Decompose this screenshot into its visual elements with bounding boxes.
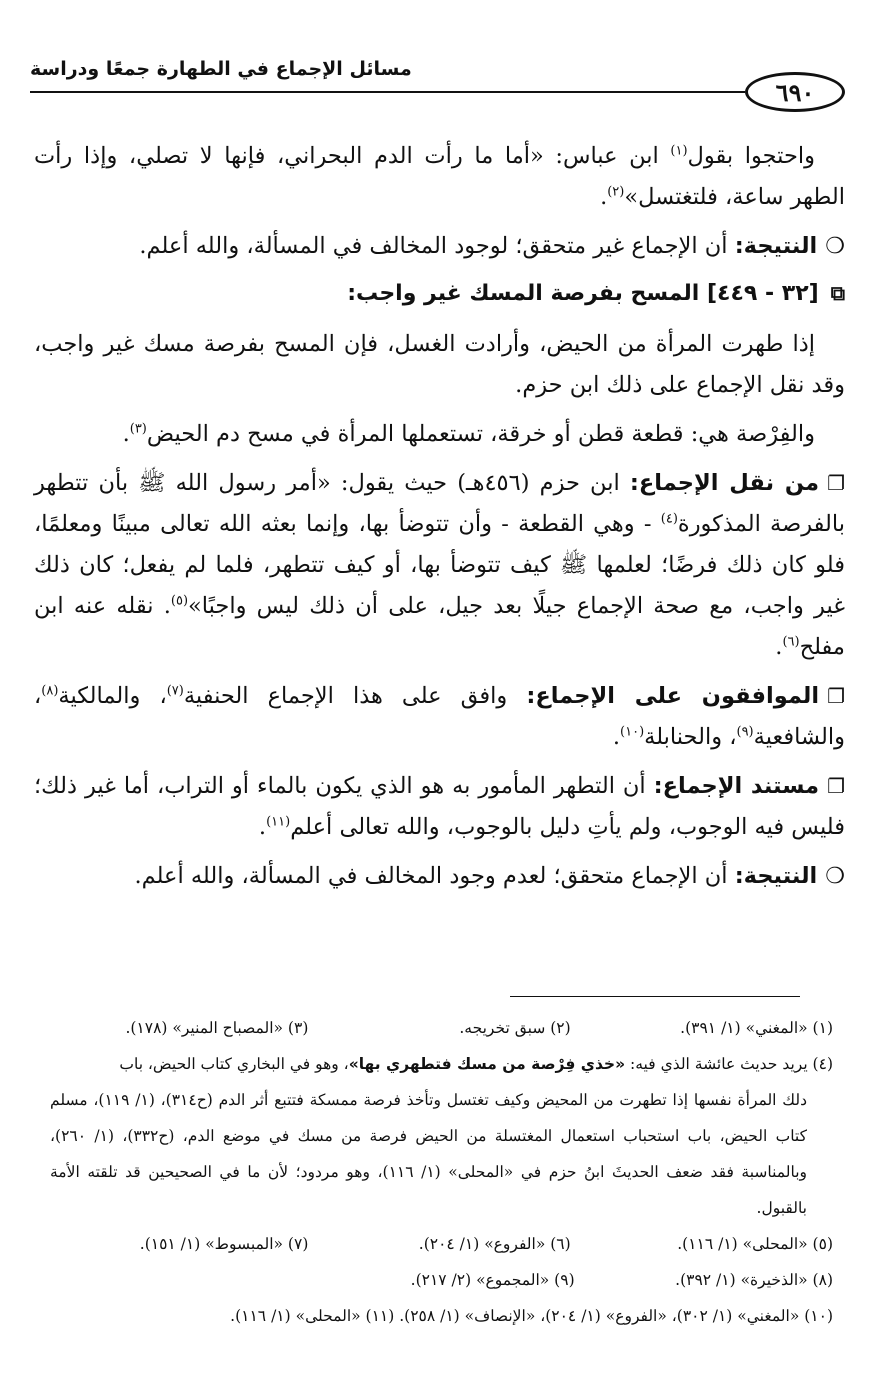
footnote-ref: (٩) [736, 724, 754, 740]
paragraph-evidence [34, 136, 845, 218]
footnote-6: (٦) «الفروع» (١/ ٢٠٤). [418, 1235, 571, 1253]
footnote-10-11: (١٠) «المغني» (١/ ٣٠٢)، «الفروع» (١/ ٢٠٤)، «الإنصاف» (١/ ٢٥٨). (١١) «المحلى» (١/ ١١٦). [230, 1307, 833, 1325]
footnote-row [50, 1226, 833, 1262]
footnote-ref: (٣) [129, 421, 147, 437]
result-label: النتيجة: [734, 863, 818, 889]
running-title: مسائل الإجماع في الطهارة جمعًا ودراسة [30, 58, 412, 80]
footnote-4 [50, 1046, 833, 1226]
footnotes [50, 1010, 833, 1334]
transmitter-label: من نقل الإجماع: [629, 470, 820, 496]
text: ، والشافعية [34, 683, 845, 750]
hadith-quote: «خذي فِرْصة من مسك فتطهري بها» [348, 1055, 626, 1073]
transmitter-paragraph [34, 463, 845, 668]
circle-marker-icon: ❍ [825, 234, 845, 259]
square-marker-icon: ❐ [827, 471, 845, 495]
text: . [775, 634, 783, 660]
issue-number: [٣٢ - ٤٤٩] [706, 281, 819, 306]
square-marker-icon: ❐ [827, 774, 845, 798]
main-text [34, 136, 845, 897]
result-text: أن الإجماع غير متحقق؛ لوجود المخالف في المسألة، والله أعلم. [139, 233, 735, 259]
result-label: النتيجة: [734, 233, 818, 259]
text: . [258, 814, 267, 840]
text: والفِرْصة هي: قطعة قطن أو خرقة، تستعملها المرأة في مسح دم الحيض [146, 421, 815, 447]
footnote-rule [510, 996, 800, 997]
footnote-ref: (٦) [782, 634, 800, 650]
text: . [122, 421, 130, 447]
footnote-ref: (٧) [166, 683, 184, 699]
footnote-ref: (١٠) [620, 724, 645, 740]
basis-paragraph [34, 766, 845, 848]
issue-title: المسح بفرصة المسك غير واجب: [347, 281, 707, 306]
footnote-7: (٧) «المبسوط» (١/ ١٥١). [139, 1235, 309, 1253]
text: ، والمالكية [58, 683, 167, 709]
footnote-row [50, 1262, 833, 1298]
footnote-8: (٨) «الذخيرة» (١/ ٣٩٢). [675, 1271, 833, 1289]
paragraph-definition [34, 414, 845, 455]
footnote-ref: (١١) [266, 814, 291, 830]
issue-heading [34, 273, 845, 314]
text: - وهي القطعة - وأن تتوضأ بها، وإنما بعثه الله تعالى مبينًا ومعلمًا، فلو كان ذلك فرضًا؛ لعلمها ﷺ كيف تتوضأ بها، أو كيف تتطهر، فلما لم يفعل؛ كان ذلك غير واجب، مع صحة الإجماع جيلًا بعد جيل، على أن ذلك ليس واجبًا» [34, 511, 845, 619]
footnote-ref: (٥) [170, 593, 189, 609]
agreeing-label: الموافقون على الإجماع: [526, 683, 820, 709]
footnote-row [50, 1010, 833, 1046]
text: ابن حزم (٤٥٦هـ) حيث يقول: «أمر رسول الله ﷺ بأن تتطهر بالفرصة المذكورة [34, 470, 845, 537]
footnote-3: (٣) «المصباح المنير» (١٧٨). [125, 1019, 309, 1037]
footnote-row [50, 1298, 833, 1334]
result-paragraph-2 [34, 856, 845, 897]
text: . نقله عنه ابن مفلح [34, 593, 845, 660]
text: ابن عباس: «أما ما رأت الدم البحراني، فإنها لا تصلي، وإذا رأت الطهر ساعة، فلتغتسل» [34, 143, 845, 210]
text: . [600, 184, 608, 210]
text: وافق على هذا الإجماع الحنفية [183, 683, 527, 709]
footnote-ref: (١) [670, 143, 688, 159]
result-text: أن الإجماع متحقق؛ لعدم وجود المخالف في المسألة، والله أعلم. [134, 863, 735, 889]
footnote-ref: (٢) [607, 184, 625, 200]
footnote-1: (١) «المغني» (١/ ٣٩١). [680, 1019, 833, 1037]
square-marker-icon: ❐ [827, 684, 846, 708]
paragraph-statement: إذا طهرت المرأة من الحيض، وأرادت الغسل، فإن المسح بفرصة مسك غير واجب، وقد نقل الإجماع على ذلك ابن حزم. [34, 331, 845, 398]
page-header [30, 50, 855, 110]
basis-label: مستند الإجماع: [653, 773, 820, 799]
text: أن التطهر المأمور به هو الذي يكون بالماء أو التراب، أما غير ذلك؛ فليس فيه الوجوب، ولم يأتِ دليل بالوجوب، والله تعالى أعلم [34, 773, 845, 840]
text: ، والحنابلة [644, 724, 737, 750]
text: ، وهو في البخاري كتاب الحيض، باب [119, 1055, 349, 1073]
text: (٤) يريد حديث عائشة الذي فيه: [625, 1055, 833, 1073]
footnote-9: (٩) «المجموع» (٢/ ٢١٧). [410, 1271, 575, 1289]
header-rule [30, 91, 745, 93]
footnote-ref: (٤) [660, 511, 678, 527]
text: . [612, 724, 621, 750]
circle-marker-icon: ❍ [825, 864, 845, 889]
footnote-4-continuation: دلك المرأة نفسها إذا تطهرت من المحيض وكيف تغتسل وتأخذ فرصة ممسكة فتتبع أثر الدم (ح٣١٤)، (١/ ١١٩)، مسلم كتاب الحيض، باب استحباب استعمال المغتسلة من الحيض فرصة من مسك في موضع الدم، (ح٣٣٢)، (١/ ٢٦٠)، وبالمناسبة فقد ضعف الحديثَ ابنُ حزم في «المحلى» (١/ ١١٦)، وهو مردود؛ لأن ما في الصحيحين قد تلقته الأمة بالقبول. [50, 1091, 808, 1217]
text: واحتجوا بقول [687, 143, 815, 169]
footnote-2: (٢) سبق تخريجه. [459, 1019, 571, 1037]
copy-icon: ⧉ [830, 281, 845, 305]
agreeing-paragraph [34, 676, 845, 758]
footnote-ref: (٨) [41, 683, 59, 699]
result-paragraph-1 [34, 226, 845, 267]
footnote-5: (٥) «المحلى» (١/ ١١٦). [677, 1235, 833, 1253]
page-number: ٦٩٠ [745, 72, 845, 112]
